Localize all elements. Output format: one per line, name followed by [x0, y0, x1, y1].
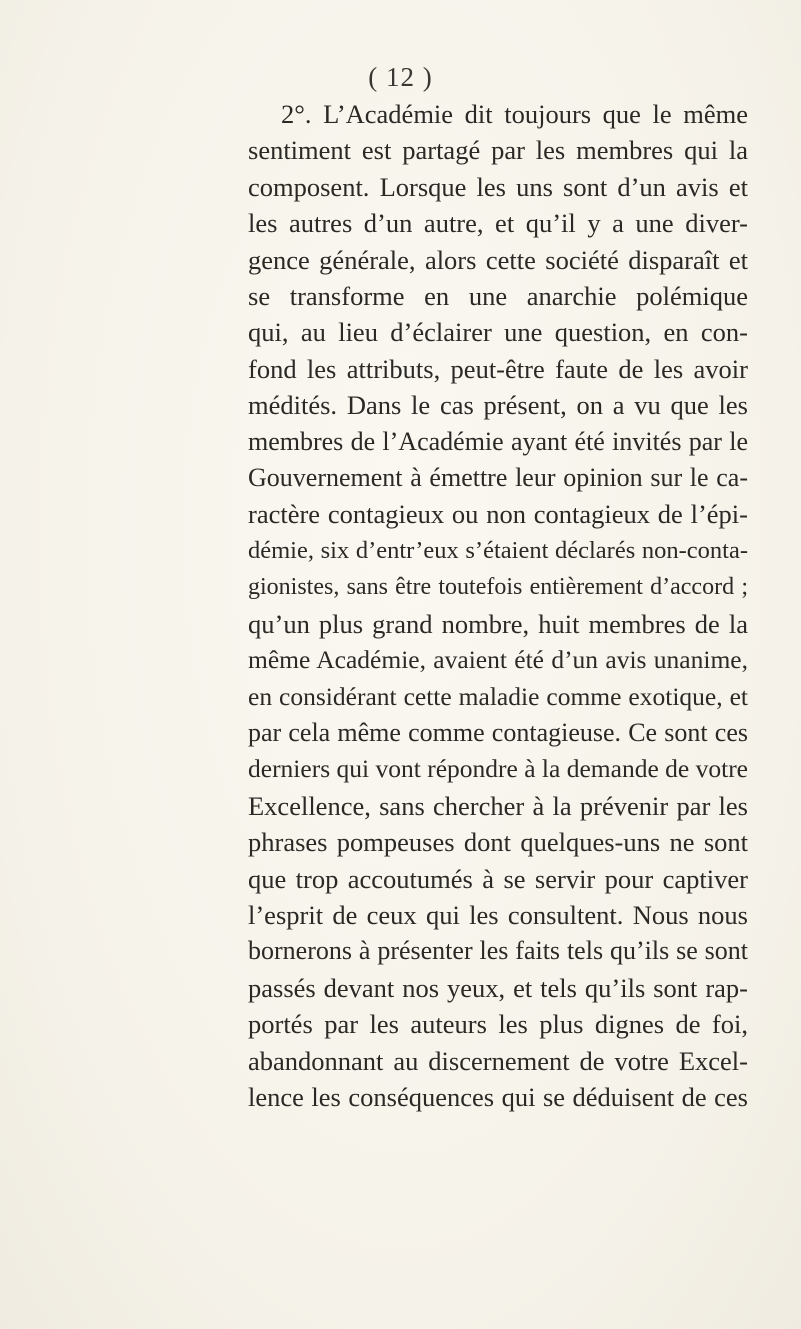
text-line: lence les conséquences qui se déduisent de ces — [248, 1081, 748, 1112]
text-line: médités. Dans le cas présent, on a vu que les — [248, 390, 748, 421]
text-line: qu’un plus grand nombre, huit membres de la — [248, 608, 748, 639]
text-line: se transforme en une anarchie polémique — [248, 281, 748, 312]
body-text — [248, 96, 748, 1115]
text-line: fond les attributs, peut-être faute de les avoir — [248, 353, 748, 384]
text-line: même Académie, avaient été d’un avis unanime, — [248, 645, 748, 675]
text-line: phrases pompeuses dont quelques-uns ne sont — [248, 827, 748, 858]
text-line: les autres d’un autre, et qu’il y a une diver- — [248, 208, 748, 239]
text-line: membres de l’Académie ayant été invités par le — [248, 426, 748, 456]
text-line: sentiment est partagé par les membres qui la — [248, 135, 748, 166]
text-line: bornerons à présenter les faits tels qu’ils se sont — [248, 936, 748, 966]
text-line: ractère contagieux ou non contagieux de l’épi- — [248, 499, 748, 530]
text-line: portés par les auteurs les plus dignes de foi, — [248, 1009, 748, 1040]
text-line: que trop accoutumés à se servir pour captiver — [248, 863, 748, 894]
text-line: Excellence, sans chercher à la prévenir par les — [248, 790, 748, 821]
text-line: 2°. L’Académie dit toujours que le même — [281, 99, 748, 129]
text-line: l’esprit de ceux qui les consultent. Nous nous — [248, 899, 748, 930]
text-line: composent. Lorsque les uns sont d’un avis et — [248, 171, 748, 202]
text-line: démie, six d’entr’eux s’étaient déclarés non-conta- — [248, 536, 748, 564]
text-line: par cela même comme contagieuse. Ce sont ces — [248, 717, 748, 747]
text-line: qui, au lieu d’éclairer une question, en con- — [248, 317, 748, 348]
text-line: gence générale, alors cette société disparaît et — [248, 244, 748, 275]
text-line: en considérant cette maladie comme exotique, et — [248, 681, 748, 711]
text-line: derniers qui vont répondre à la demande de votre — [248, 754, 748, 784]
text-line: Gouvernement à émettre leur opinion sur le ca- — [248, 463, 748, 493]
text-line: abandonnant au discernement de votre Excel- — [248, 1045, 748, 1076]
text-line: gionistes, sans être toutefois entièrement d’accord ; — [248, 574, 748, 601]
page-number: ( 12 ) — [368, 62, 433, 92]
text-line: passés devant nos yeux, et tels qu’ils sont rap- — [248, 972, 748, 1003]
